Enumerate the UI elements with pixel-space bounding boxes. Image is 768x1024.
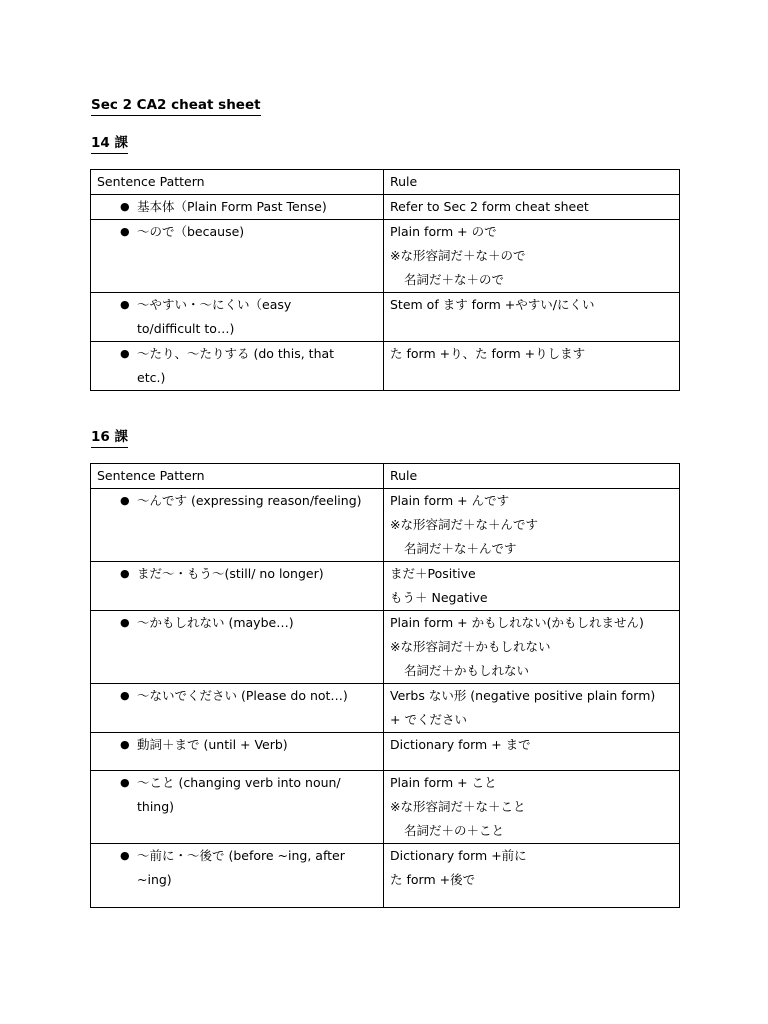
rule-text: ※な形容詞だ＋な＋こと <box>390 799 526 814</box>
rule-text: ※な形容詞だ＋な＋んです <box>390 517 538 532</box>
pattern-cell <box>91 342 384 391</box>
table-row <box>91 489 680 562</box>
rule-text: 名詞だ＋な＋ので <box>404 272 505 287</box>
rule-text: た form +後で <box>390 872 476 887</box>
pattern-text: ~ing) <box>137 872 172 887</box>
pattern-text: thing) <box>137 799 175 814</box>
bullet-icon: ● <box>120 494 130 507</box>
bullet-icon: ● <box>120 347 130 360</box>
rule-text: Plain form + んです <box>390 493 510 508</box>
rule-cell <box>384 342 680 391</box>
lesson-14-heading: 14 課 <box>91 133 128 154</box>
pattern-text: 〜かもしれない (maybe…) <box>137 615 294 630</box>
lesson-14-table <box>90 169 680 391</box>
bullet-icon: ● <box>120 776 130 789</box>
bullet-icon: ● <box>120 689 130 702</box>
table-row <box>91 733 680 771</box>
rule-cell <box>384 220 680 293</box>
rule-text: Refer to Sec 2 form cheat sheet <box>390 199 589 214</box>
table-row <box>91 293 680 342</box>
rule-text: た form +り、た form +りします <box>390 346 586 361</box>
rule-text: + でください <box>390 712 467 727</box>
header-rule: Rule <box>384 170 680 195</box>
rule-text: Plain form + こと <box>390 775 497 790</box>
table-row <box>91 342 680 391</box>
table-header-row <box>91 464 680 489</box>
pattern-cell <box>91 771 384 844</box>
pattern-text: 〜たり、〜たりする (do this, that <box>137 346 335 361</box>
rule-cell <box>384 195 680 220</box>
page-title: Sec 2 CA2 cheat sheet <box>91 95 261 116</box>
table-row <box>91 844 680 908</box>
rule-text: Stem of ます form +やすい/にくい <box>390 297 595 312</box>
pattern-text: 基本体（Plain Form Past Tense) <box>137 199 327 214</box>
rule-text: Dictionary form +前に <box>390 848 527 863</box>
table-row <box>91 562 680 611</box>
pattern-cell <box>91 611 384 684</box>
rule-text: Plain form + ので <box>390 224 497 239</box>
pattern-cell <box>91 195 384 220</box>
lesson-16-table <box>90 463 680 908</box>
rule-cell <box>384 489 680 562</box>
rule-cell <box>384 844 680 908</box>
pattern-cell <box>91 293 384 342</box>
bullet-icon: ● <box>120 567 130 580</box>
rule-cell <box>384 771 680 844</box>
header-sentence-pattern: Sentence Pattern <box>91 170 384 195</box>
pattern-text: 〜んです (expressing reason/feeling) <box>137 493 362 508</box>
rule-cell <box>384 684 680 733</box>
table-row <box>91 220 680 293</box>
rule-text: ※な形容詞だ＋かもしれない <box>390 639 551 654</box>
pattern-text: 〜こと (changing verb into noun/ <box>137 775 341 790</box>
rule-text: Dictionary form + まで <box>390 737 531 752</box>
bullet-icon: ● <box>120 616 130 629</box>
lesson-16-heading: 16 課 <box>91 427 128 448</box>
pattern-cell <box>91 844 384 908</box>
pattern-text: 〜やすい・〜にくい（easy <box>137 297 292 312</box>
header-rule: Rule <box>384 464 680 489</box>
table-row <box>91 771 680 844</box>
pattern-text: 〜ので（because) <box>137 224 245 239</box>
rule-text: 名詞だ＋かもしれない <box>404 663 530 678</box>
pattern-text: 動詞＋まで (until + Verb) <box>137 737 288 752</box>
bullet-icon: ● <box>120 200 130 213</box>
bullet-icon: ● <box>120 738 130 751</box>
pattern-cell <box>91 684 384 733</box>
rule-cell <box>384 733 680 771</box>
rule-text: もう＋ Negative <box>390 590 488 605</box>
pattern-cell <box>91 220 384 293</box>
rule-text: まだ＋Positive <box>390 566 476 581</box>
pattern-cell <box>91 733 384 771</box>
rule-text: 名詞だ＋な＋んです <box>404 541 517 556</box>
rule-cell <box>384 611 680 684</box>
pattern-cell <box>91 489 384 562</box>
table-row <box>91 684 680 733</box>
pattern-text: まだ〜・もう〜(still/ no longer) <box>137 566 324 581</box>
table-row <box>91 195 680 220</box>
rule-text: Verbs ない形 (negative positive plain form) <box>390 688 656 703</box>
rule-text: Plain form + かもしれない(かもしれません) <box>390 615 644 630</box>
pattern-cell <box>91 562 384 611</box>
bullet-icon: ● <box>120 298 130 311</box>
rule-text: ※な形容詞だ＋な＋ので <box>390 248 526 263</box>
pattern-text: 〜ないでください (Please do not…) <box>137 688 348 703</box>
rule-cell <box>384 562 680 611</box>
bullet-icon: ● <box>120 849 130 862</box>
rule-cell <box>384 293 680 342</box>
table-header-row <box>91 170 680 195</box>
pattern-text: 〜前に・〜後で (before ~ing, after <box>137 848 345 863</box>
pattern-text: to/difficult to…) <box>137 321 235 336</box>
header-sentence-pattern: Sentence Pattern <box>91 464 384 489</box>
bullet-icon: ● <box>120 225 130 238</box>
pattern-text: etc.) <box>137 370 166 385</box>
table-row <box>91 611 680 684</box>
rule-text: 名詞だ＋の＋こと <box>404 823 505 838</box>
